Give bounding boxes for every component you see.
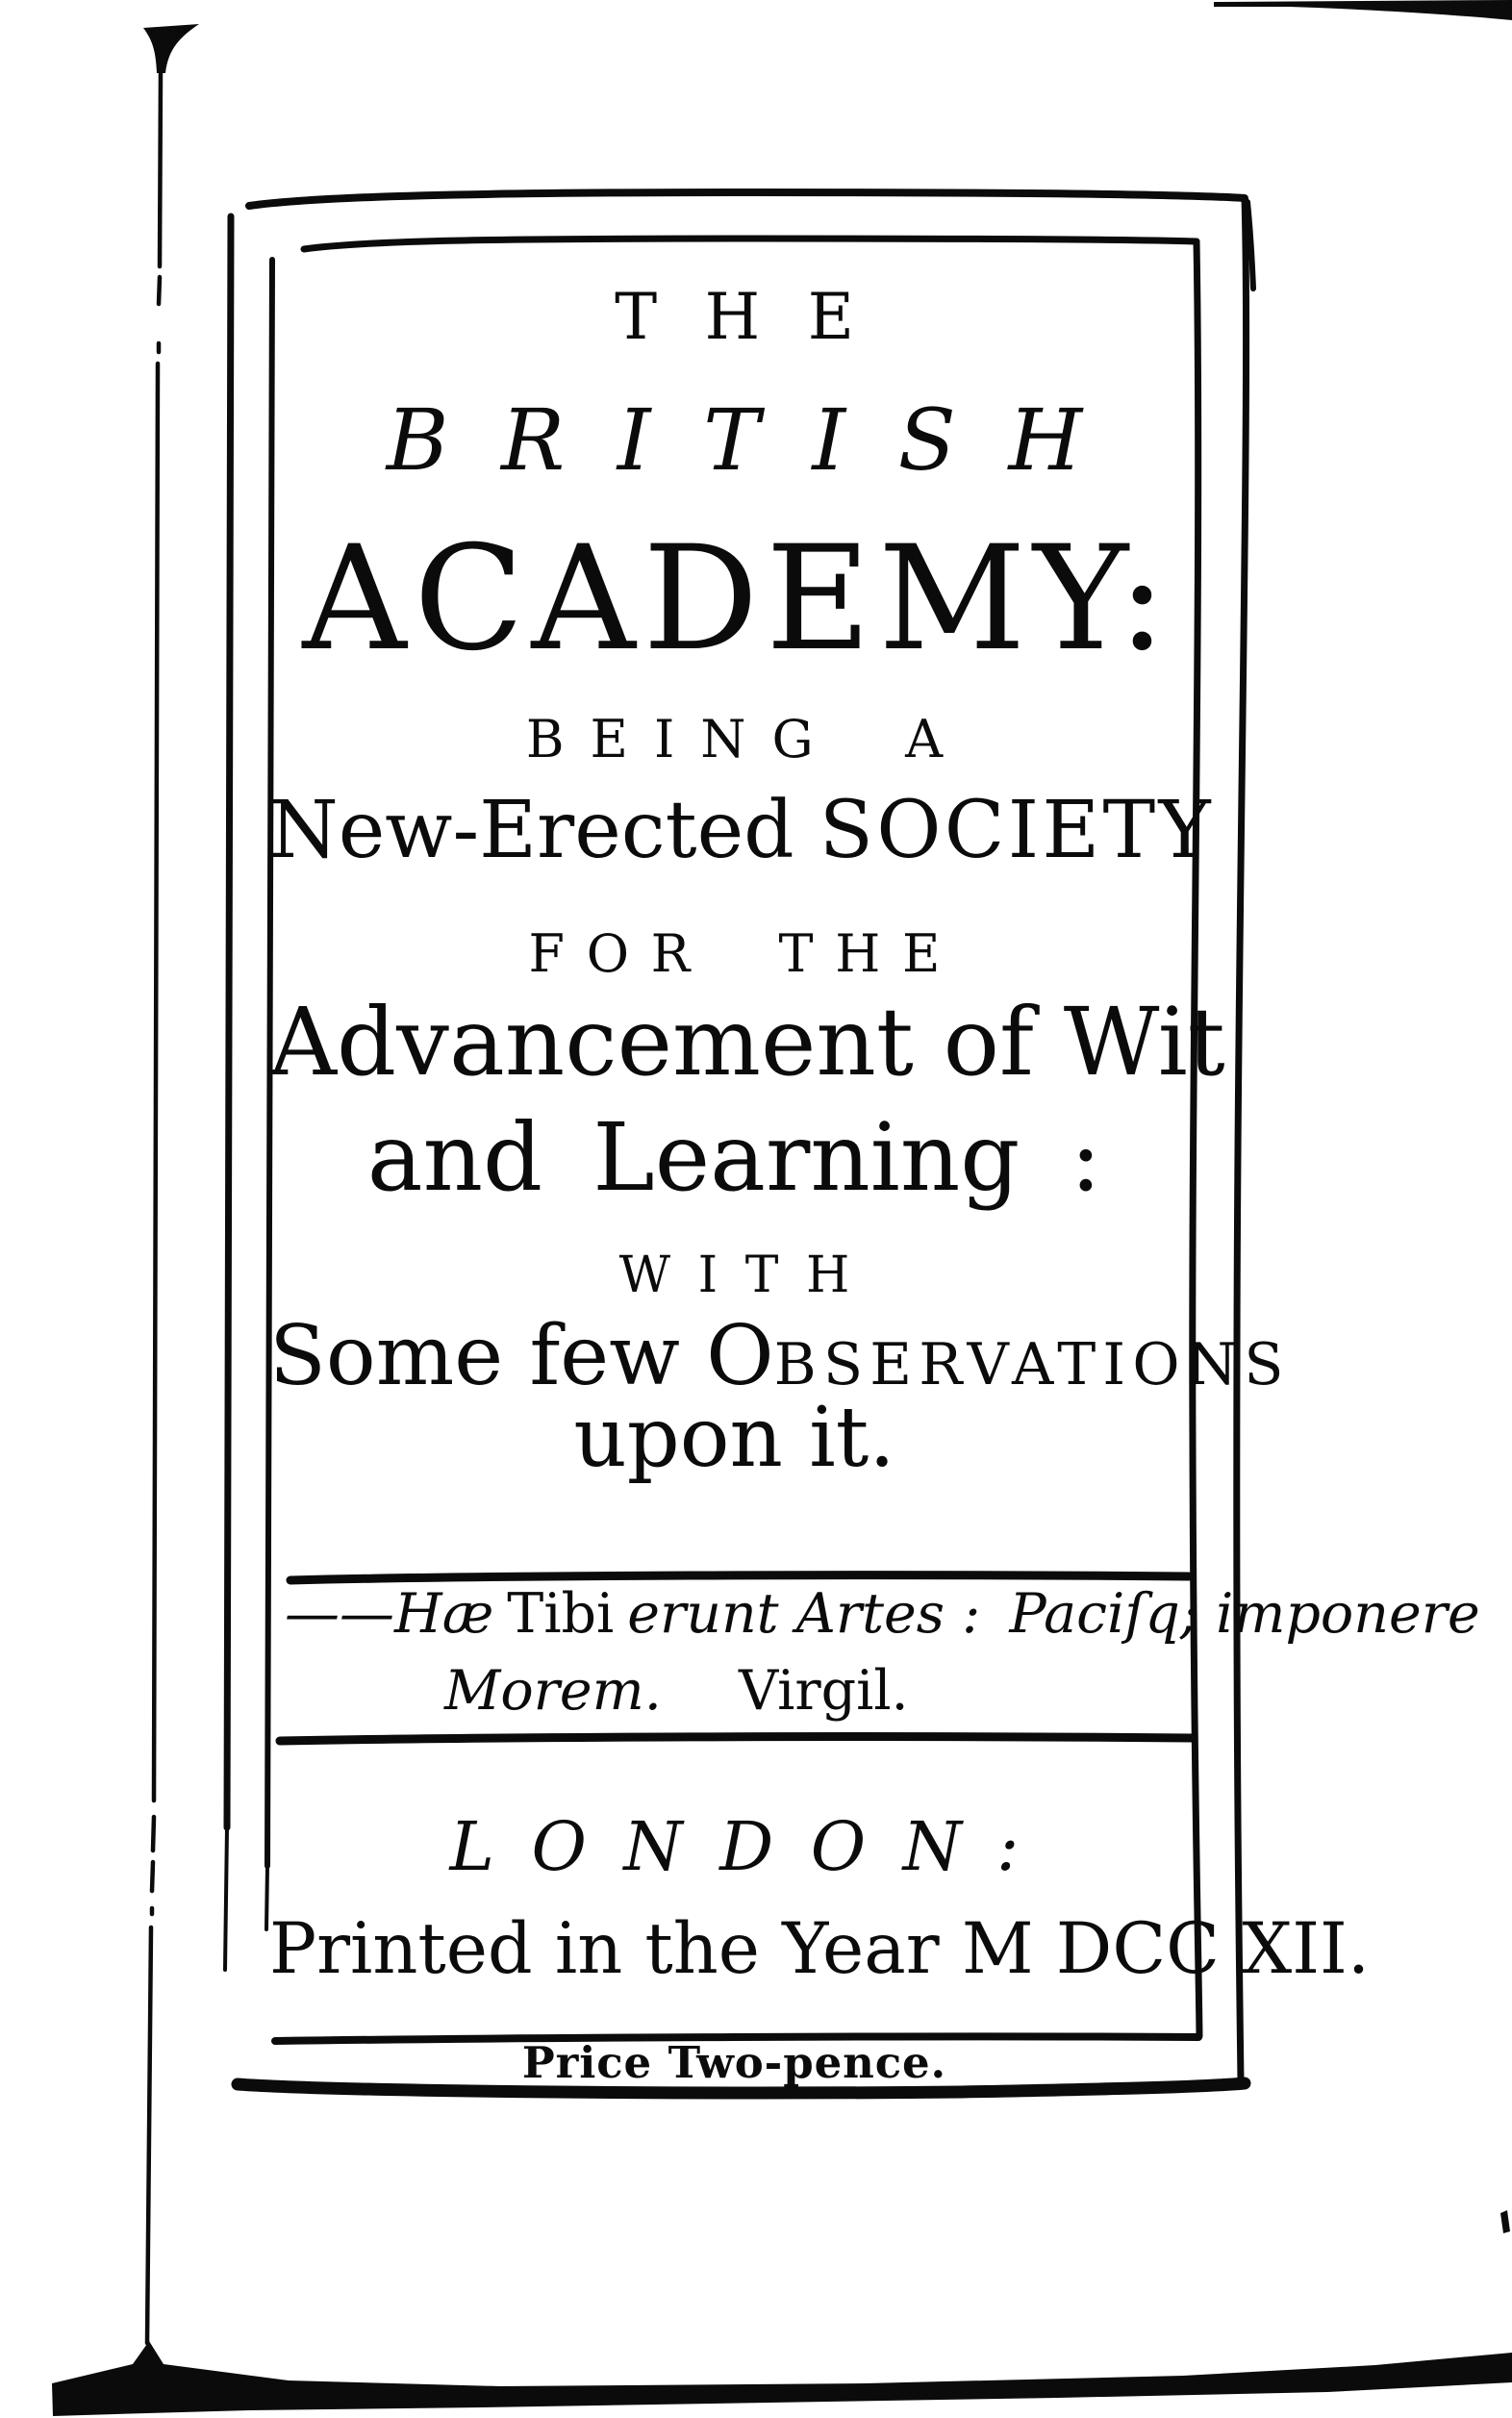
epigraph-morem: Morem. <box>444 1659 662 1723</box>
imprint-price: Price Two-pence. <box>521 2037 947 2088</box>
upon-it-line: upon it. <box>573 1390 895 1486</box>
observations-prefix: Some few <box>269 1308 680 1404</box>
bottom-scan-shadow <box>52 2341 1512 2416</box>
subtitle-line <box>269 785 1214 876</box>
observations-initial: O <box>706 1308 774 1404</box>
divider-rule-top <box>290 1575 1189 1580</box>
epigraph-hae: Hæ <box>394 1582 494 1646</box>
observations-line <box>269 1308 1291 1404</box>
epigraph-pacis: Paciſq; imponere <box>1009 1582 1480 1646</box>
epigraph-erunt: erunt Artes : <box>627 1582 981 1646</box>
observations-smallcaps: BSERVATIONS <box>773 1331 1291 1398</box>
epigraph-line-2 <box>444 1659 1199 1723</box>
half-title: THE <box>615 280 902 354</box>
epigraph-attribution: Virgil. <box>738 1659 909 1723</box>
imprint-city: LONDON: <box>449 1807 1056 1886</box>
subject-line-1: Advancement of Wit <box>269 988 1225 1096</box>
with-label: WITH <box>618 1247 877 1304</box>
divider-rule-bottom <box>280 1737 1193 1741</box>
page-gutter-line <box>147 73 161 2343</box>
subtitle-society: SOCIETY <box>819 785 1214 876</box>
being-a-label: BEING A <box>525 709 970 769</box>
bookmark-arrow-mark <box>143 24 199 73</box>
top-right-scan-artifact <box>1214 0 1512 20</box>
epigraph-dash: —— <box>285 1582 394 1646</box>
imprint-printed: Printed in the Year M DCC XII. <box>269 1908 1371 1990</box>
scan-speck <box>1500 2210 1510 2233</box>
series-title: BRITISH <box>386 390 1135 490</box>
subject-line-2: and Learning : <box>366 1103 1102 1212</box>
epigraph-line-1 <box>285 1582 1480 1646</box>
epigraph-tibi: Tibi <box>507 1582 615 1646</box>
subtitle-prefix: New-Erected <box>269 785 794 876</box>
main-title: ACADEMY: <box>302 516 1174 683</box>
for-the-label: FOR THE <box>528 923 963 984</box>
